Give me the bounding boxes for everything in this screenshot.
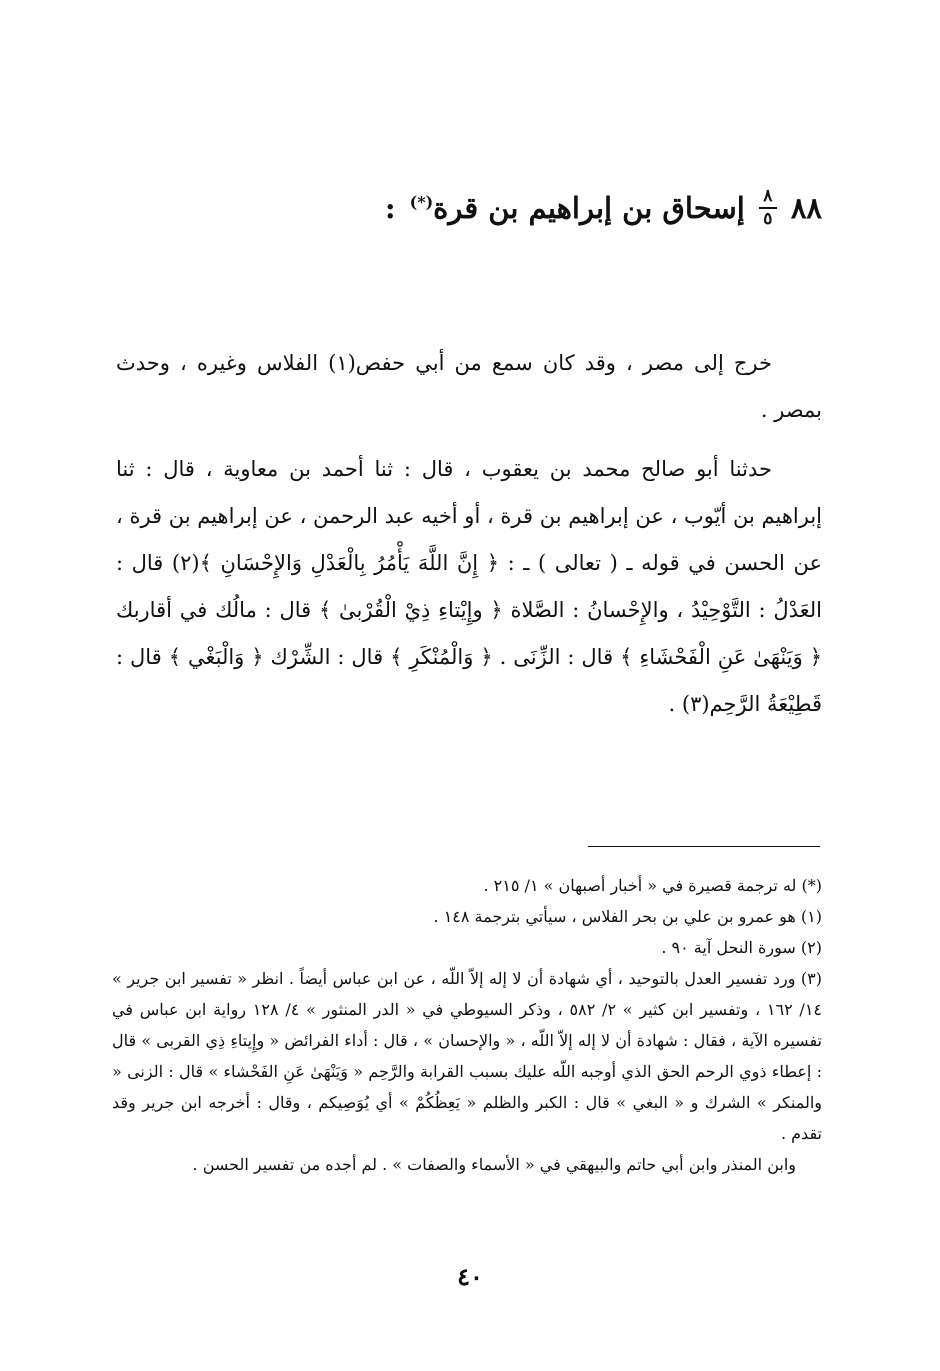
entry-colon: :	[384, 191, 396, 225]
entry-title-marker: (*)	[409, 192, 434, 212]
entry-number: ٨٨	[790, 191, 822, 225]
footnote-1: (١) هو عمرو بن علي بن بحر الفلاس ، سيأتي بترجمة ١٤٨ .	[433, 907, 822, 926]
entry-fraction	[759, 188, 777, 228]
fraction-top: ٨	[763, 186, 773, 206]
footnote-star: (*) له ترجمة قصيرة في « أخبار أصبهان » ١/ ٢١٥ .	[483, 876, 822, 895]
footnote-separator	[588, 846, 820, 847]
page-number: ٤٠	[457, 1262, 483, 1291]
footnotes	[112, 870, 822, 1180]
footnote-continuation: وابن المنذر وابن أبي حاتم والبيهقي في « الأسماء والصفات » . لم أجده من تفسير الحسن .	[192, 1155, 796, 1174]
entry-title	[410, 191, 745, 225]
main-text	[116, 340, 822, 728]
footnote-3: (٣) ورد تفسير العدل بالتوحيد ، أي شهادة أن لا إله إلاّ اللّه ، عن ابن عباس أيضاً . انظر « تفسير ابن جرير » ١٤/ ١٦٢ ، وتفسير ابن كثير » ٢/ ٥٨٢ ، وذكر السيوطي في « الدر المنثور » ٤/ ١٢٨ رواية ابن عباس في تفسيره الآية ، فقال : شهادة أن لا إله إلاّ اللّه ، « والإحسان » ، قال : أداء الفرائض « وإِيتاءِ ذِي القربى » قال : إعطاء ذوي الرحم الحق الذي أوجبه اللّه عليك بسبب القرابة والرَّحِم « وَيَنْهَىٰ عَنِ الفَحْشاء » قال : الزنى « والمنكر » الشرك و « البغي » قال : الكبر والظلم « يَعِظُكُمْ » أي يُوَصِيكم ، وقال : أخرجه ابن جرير وقد تقدم .	[112, 969, 823, 1143]
paragraph-2: حدثنا أبو صالح محمد بن يعقوب ، قال : ثنا أحمد بن معاوية ، قال : ثنا إبراهيم بن أيّوب ، عن إبراهيم بن قرة ، أو أخيه عبد الرحمن ، عن إبراهيم بن قرة ، عن الحسن في قوله ـ ( تعالى ) ـ : ﴿ إِنَّ اللَّهَ يَأْمُرُ بِالْعَدْلِ وَالإِحْسَانِ ﴾(٢) قال : العَدْلُ : التَّوْحِيْدُ ، والإِحْسانُ : الصَّلاة ﴿ وإِيْتاءِ ذِيْ الْقُرْبىٰ ﴾ قال : مالُك في أقاربك ﴿ وَيَنْهَىٰ عَنِ الْفَحْشَاءِ ﴾ قال : الزِّنَى . ﴿ وَالْمُنْكَرِ ﴾ قال : الشِّرْك ﴿ وَالْبَغْي ﴾ قال : قَطِيْعَةُ الرَّحِم(٣) .	[115, 457, 822, 716]
fraction-bottom: ٥	[763, 209, 773, 229]
footnote-2: (٢) سورة النحل آية ٩٠ .	[661, 938, 822, 957]
entry-heading	[122, 188, 822, 228]
paragraph-1: خرج إلى مصر ، وقد كان سمع من أبي حفص(١) الفلاس وغيره ، وحدث بمصر .	[116, 351, 822, 422]
entry-title-text: إسحاق بن إبراهيم بن قرة	[433, 191, 745, 225]
